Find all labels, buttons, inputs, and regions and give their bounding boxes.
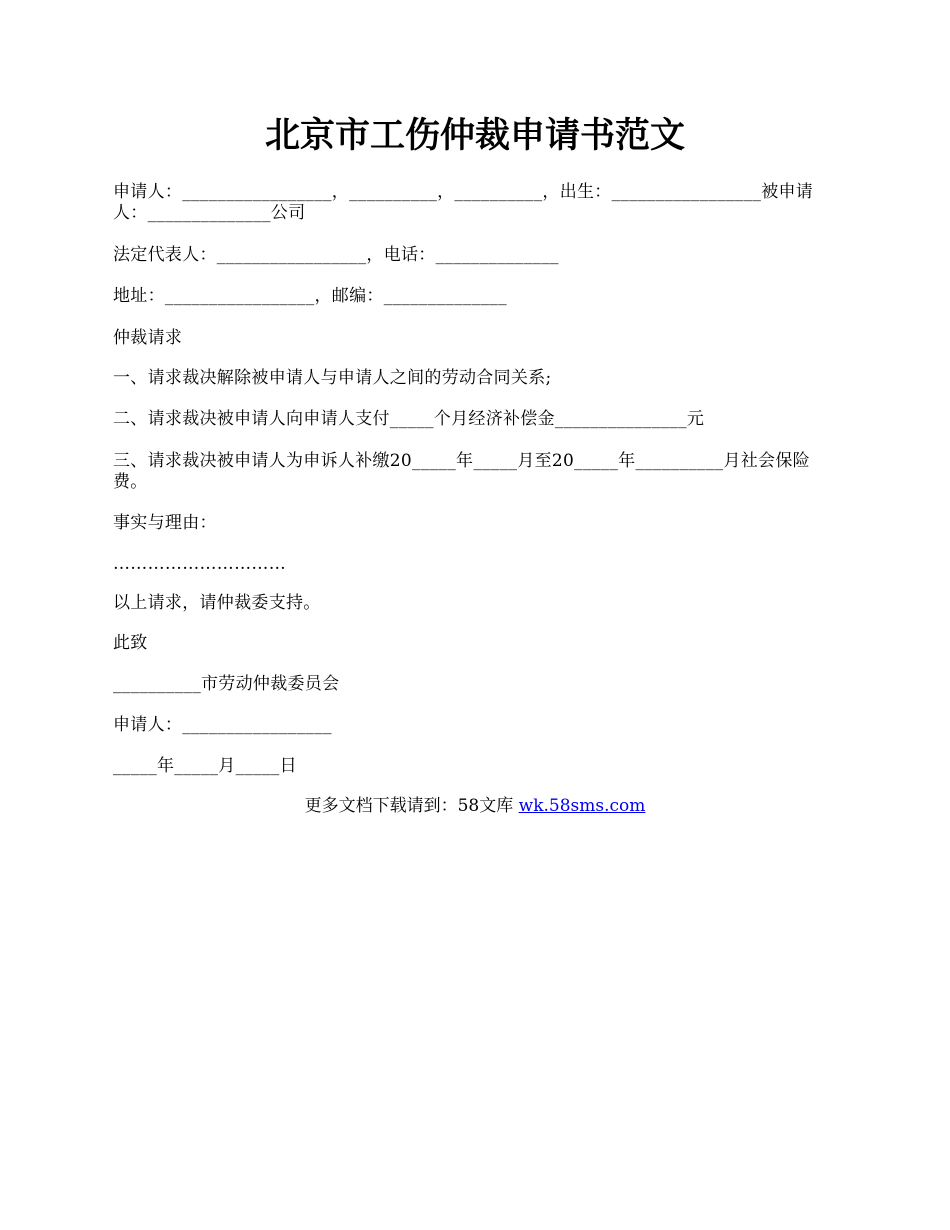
legal-representative-paragraph: 法定代表人：_________________，电话：______________ xyxy=(113,245,559,265)
address-paragraph: 地址：_________________，邮编：______________ xyxy=(113,286,507,306)
applicant-info-paragraph: 申请人：_________________，__________，__________，出生：_________________被申请人：______________公司 xyxy=(113,182,814,223)
footer-line xyxy=(0,796,950,817)
claim-item-1: 一、请求裁决解除被申请人与申请人之间的劳动合同关系; xyxy=(113,368,552,388)
footer-link[interactable]: wk.58sms.com xyxy=(518,796,646,816)
document-title: 北京市工伤仲裁申请书范文 xyxy=(264,115,685,156)
date-line: _____年_____月_____日 xyxy=(113,756,297,776)
applicant-signature-line: 申请人：_________________ xyxy=(113,715,332,735)
claim-item-2: 二、请求裁决被申请人向申请人支付_____个月经济补偿金_______________元 xyxy=(113,409,705,429)
recipient-committee: __________市劳动仲裁委员会 xyxy=(113,674,340,694)
ellipsis-line: ………………………… xyxy=(113,554,286,574)
salutation: 此致 xyxy=(113,633,148,653)
arbitration-claims-heading: 仲裁请求 xyxy=(113,328,183,348)
footer-prefix: 更多文档下载请到：58文库 xyxy=(304,796,519,816)
facts-reasons-heading: 事实与理由： xyxy=(113,513,217,533)
claim-item-3: 三、请求裁决被申请人为申诉人补缴20_____年_____月至20_____年__________月社会保险费。 xyxy=(113,451,810,492)
request-support-paragraph: 以上请求，请仲裁委支持。 xyxy=(113,593,321,613)
